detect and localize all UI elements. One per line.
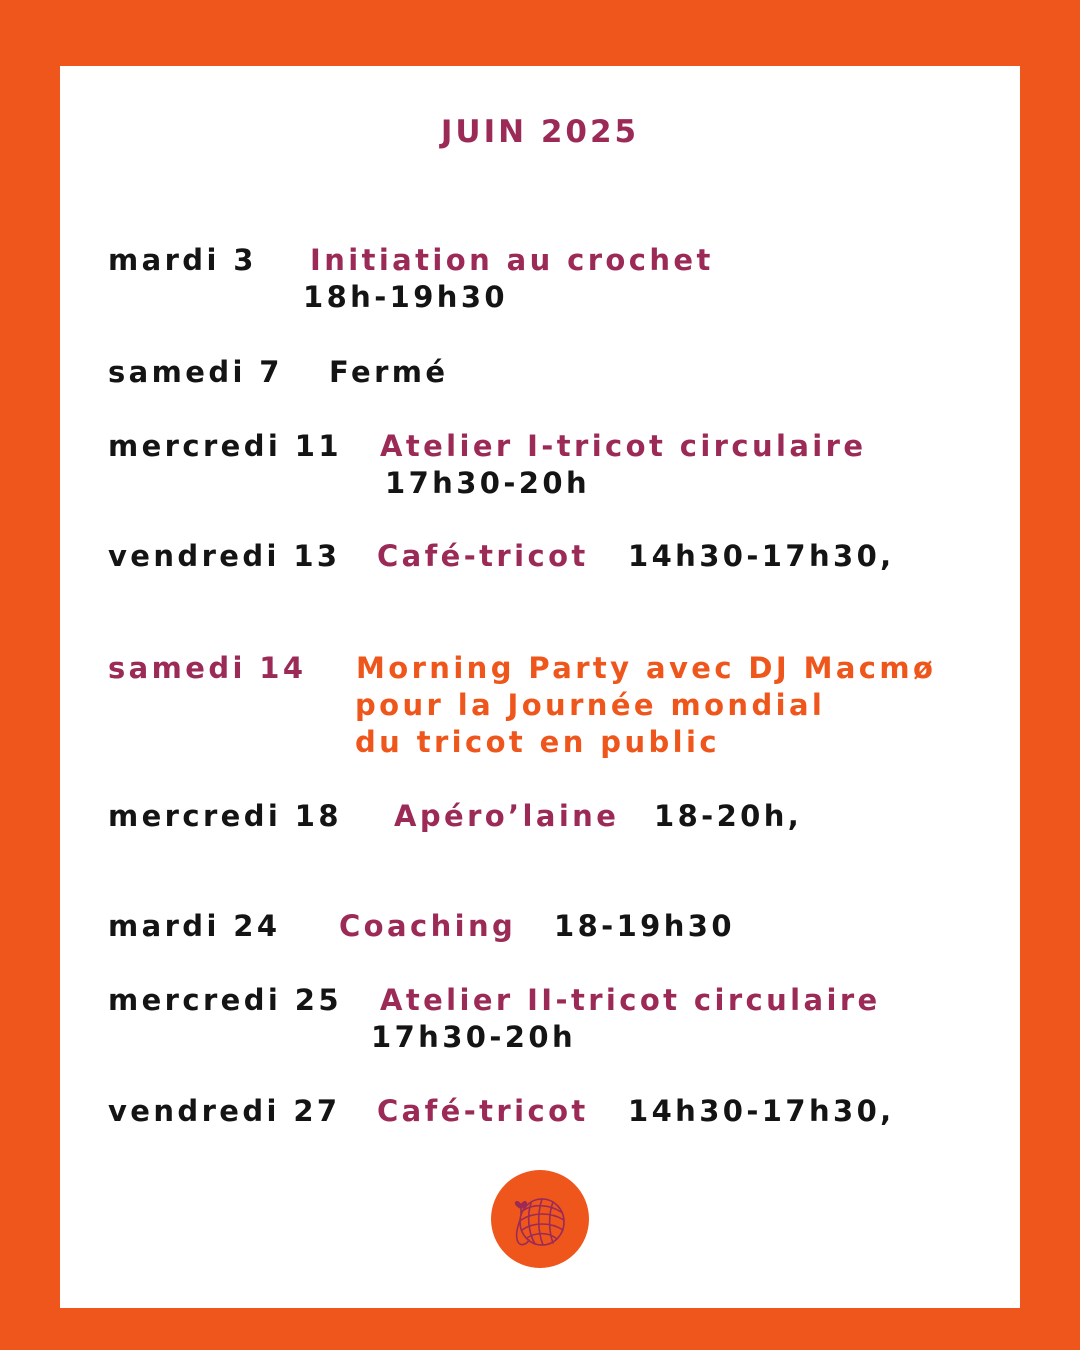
event-activity: Apéro’laine bbox=[394, 799, 620, 833]
event-time: 18-19h30 bbox=[554, 909, 735, 943]
event-time: 14h30-17h30, bbox=[628, 1094, 895, 1128]
event-time: 18-20h, bbox=[654, 799, 803, 833]
event-day: samedi 7 bbox=[108, 355, 283, 389]
event-day: mercredi 18 bbox=[108, 799, 342, 833]
event-day: vendredi 27 bbox=[108, 1094, 341, 1128]
page-title: JUIN 2025 bbox=[440, 114, 640, 150]
event-activity-line: Morning Party avec DJ Macmø bbox=[356, 651, 937, 685]
event-day: mercredi 11 bbox=[108, 429, 342, 463]
event-activity: Café-tricot bbox=[377, 539, 589, 573]
yarn-ball-heart-icon bbox=[491, 1170, 589, 1268]
event-day: mardi 24 bbox=[108, 909, 281, 943]
event-day: samedi 14 bbox=[108, 651, 307, 685]
event-day: mardi 3 bbox=[108, 243, 257, 277]
event-time: 17h30-20h bbox=[385, 466, 590, 500]
event-activity: Café-tricot bbox=[377, 1094, 589, 1128]
event-activity-line: pour la Journée mondial bbox=[355, 688, 826, 722]
event-time: 14h30-17h30, bbox=[628, 539, 895, 573]
event-day: vendredi 13 bbox=[108, 539, 341, 573]
event-activity: Atelier II-tricot circulaire bbox=[380, 983, 881, 1017]
event-activity: Coaching bbox=[339, 909, 517, 943]
event-status: Fermé bbox=[329, 355, 449, 389]
event-activity-line: du tricot en public bbox=[355, 725, 720, 759]
event-activity: Initiation au crochet bbox=[310, 243, 714, 277]
logo bbox=[491, 1170, 589, 1268]
event-time: 18h-19h30 bbox=[303, 280, 508, 314]
event-activity: Atelier I-tricot circulaire bbox=[380, 429, 867, 463]
event-day: mercredi 25 bbox=[108, 983, 342, 1017]
event-time: 17h30-20h bbox=[371, 1020, 576, 1054]
